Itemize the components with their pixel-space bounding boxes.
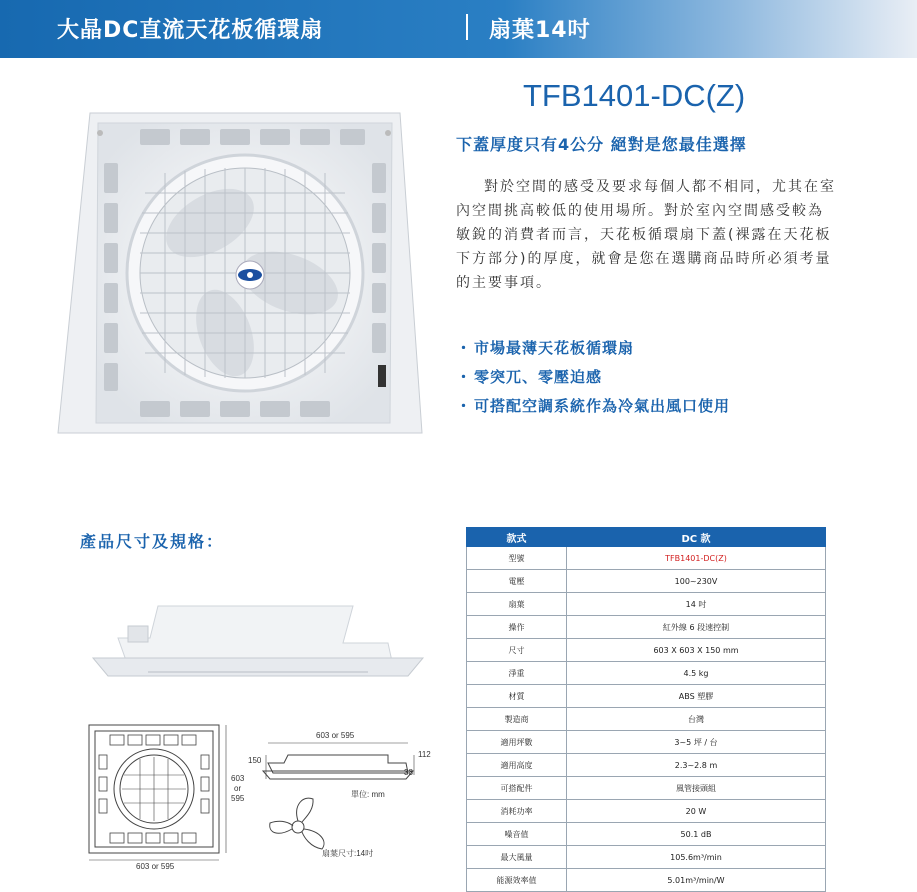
description-paragraph: 對於空間的感受及要求每個人都不相同，尤其在室內空間挑高較低的使用場所。對於室內空間感受較為敏銳的消費者而言，天花板循環扇下蓋(裸露在天花板下方部分)的厚度，就會是您在選購商品時所必須考量的主要事項。 bbox=[456, 179, 836, 291]
table-row: 操作 紅外線 6 段速控制 bbox=[467, 616, 826, 639]
table-row: 適用坪數 3~5 坪 / 台 bbox=[467, 731, 826, 754]
dimension-drawings bbox=[88, 715, 433, 885]
table-row: 最大風量 105.6m³/min bbox=[467, 846, 826, 869]
bullet-icon: ・ bbox=[456, 397, 473, 415]
table-header-cell: DC 款 bbox=[567, 528, 826, 547]
table-header-cell: 款式 bbox=[467, 528, 567, 547]
model-number: TFB1401-DC(Z) bbox=[523, 78, 746, 113]
table-row: 尺寸 603 X 603 X 150 mm bbox=[467, 639, 826, 662]
table-row: 能源效率值 5.01m³/min/W bbox=[467, 869, 826, 892]
table-row: 材質 ABS 塑膠 bbox=[467, 685, 826, 708]
dim-top-width: 603 or 595 bbox=[316, 731, 355, 740]
table-row: 噪音值 50.1 dB bbox=[467, 823, 826, 846]
specs-heading: 產品尺寸及規格： bbox=[80, 532, 225, 551]
dim-unit: 單位: mm bbox=[351, 790, 385, 799]
table-header-row bbox=[467, 528, 826, 547]
fan-side-image bbox=[88, 598, 428, 698]
table-row: 型號 TFB1401-DC(Z) bbox=[467, 547, 826, 570]
dim-depth-38: 38 bbox=[404, 768, 413, 777]
table-row: 消耗功率 20 W bbox=[467, 800, 826, 823]
dim-blade-size: 扇葉尺寸:14吋 bbox=[322, 849, 374, 858]
feature-item: ・ 市場最薄天花板循環扇 bbox=[456, 339, 635, 357]
dim-bottom-width: 603 or 595 bbox=[136, 862, 175, 871]
title-banner bbox=[0, 0, 917, 58]
table-row: 製造商 台灣 bbox=[467, 708, 826, 731]
table-row: 淨重 4.5 kg bbox=[467, 662, 826, 685]
table-row: 電壓 100~230V bbox=[467, 570, 826, 593]
feature-list bbox=[456, 337, 730, 424]
table-row: 可搭配件 風管接頭組 bbox=[467, 777, 826, 800]
bullet-icon: ・ bbox=[456, 339, 473, 357]
feature-item: ・ 可搭配空調系統作為冷氣出風口使用 bbox=[456, 397, 731, 415]
table-row: 適用高度 2.3~2.8 m bbox=[467, 754, 826, 777]
dim-depth-150: 150 bbox=[248, 756, 262, 765]
bullet-icon: ・ bbox=[456, 368, 473, 386]
dim-depth-112: 112 bbox=[418, 750, 431, 759]
spec-table bbox=[466, 527, 826, 892]
headline: 下蓋厚度只有4公分 絕對是您最佳選擇 bbox=[456, 135, 747, 154]
fan-product-image bbox=[50, 93, 430, 448]
blade-size-title: 扇葉14吋 bbox=[489, 18, 591, 43]
table-row: 扇葉 14 吋 bbox=[467, 593, 826, 616]
dim-height-b: or bbox=[234, 784, 242, 793]
product-title: 大晶DC直流天花板循環扇 bbox=[57, 18, 324, 43]
dim-height-c: 595 bbox=[231, 794, 245, 803]
dim-height-a: 603 bbox=[231, 774, 245, 783]
title-divider bbox=[466, 14, 468, 40]
feature-item: ・ 零突兀、零壓迫感 bbox=[456, 368, 603, 386]
